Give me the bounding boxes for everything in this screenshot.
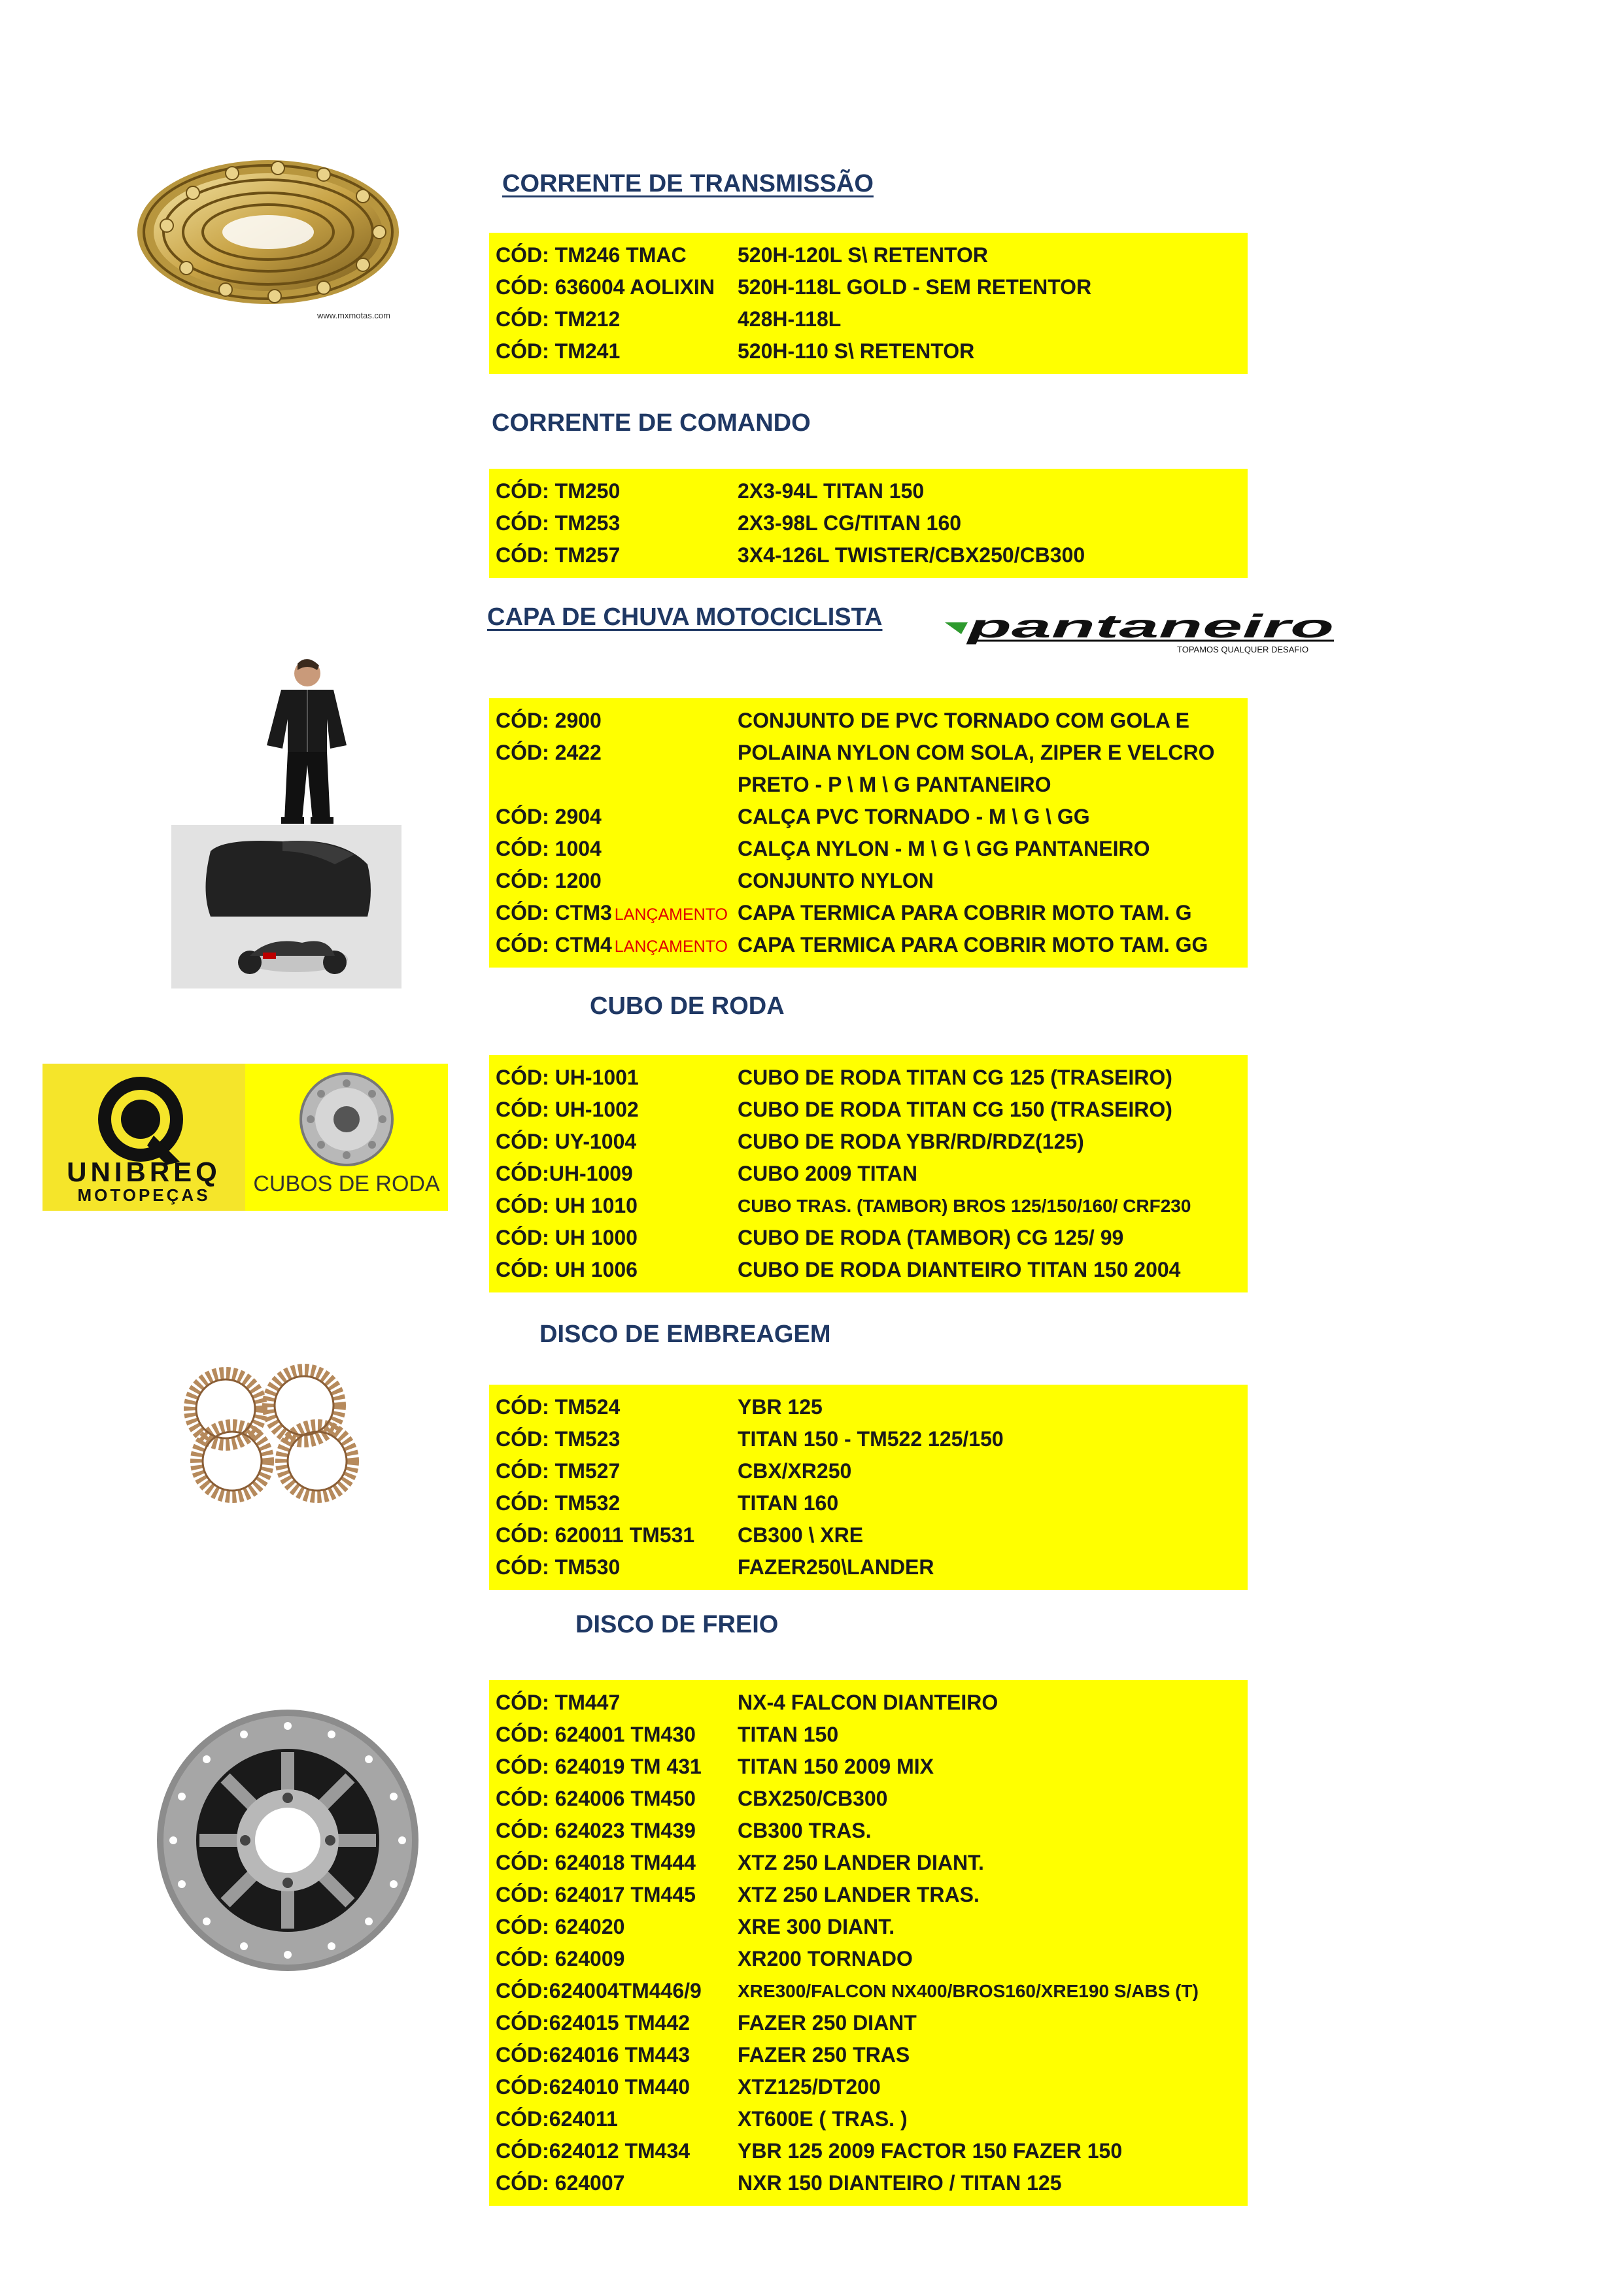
freio-table <box>489 1680 1248 2206</box>
part-code: CÓD: 2422 <box>496 741 602 764</box>
table-row <box>489 2167 1248 2199</box>
table-row <box>489 1455 1248 1487</box>
unibreq-name: UNIBREQ <box>67 1156 221 1187</box>
part-code: CÓD:624011 <box>496 2107 618 2131</box>
part-description: CUBO DE RODA (TAMBOR) CG 125/ 99 <box>738 1226 1124 1249</box>
part-code: CÓD:UH-1009 <box>496 1162 633 1185</box>
raincoat-image <box>242 654 373 827</box>
capa-table <box>489 698 1248 968</box>
table-row <box>489 1222 1248 1254</box>
part-code: CÓD: TM447 <box>496 1691 621 1714</box>
cubo-table <box>489 1055 1248 1292</box>
part-description: XR200 TORNADO <box>738 1947 913 1970</box>
part-code: CÓD: 2900 <box>496 709 602 732</box>
table-row <box>489 833 1248 865</box>
launch-badge: LANÇAMENTO <box>614 937 728 956</box>
part-description: CUBO DE RODA TITAN CG 150 (TRASEIRO) <box>738 1098 1172 1121</box>
table-row <box>489 1879 1248 1911</box>
part-description: 520H-118L GOLD - SEM RETENTOR <box>738 275 1092 299</box>
part-description: CONJUNTO NYLON <box>738 869 934 892</box>
table-row <box>489 1751 1248 1783</box>
part-description: CUBO DE RODA YBR/RD/RDZ(125) <box>738 1130 1084 1153</box>
table-row <box>489 1815 1248 1847</box>
part-code: CÓD:624016 TM443 <box>496 2043 691 2067</box>
part-code: CÓD: TM212 <box>496 307 621 331</box>
part-code: CÓD:624015 TM442 <box>496 2011 691 2034</box>
part-description: NXR 150 DIANTEIRO / TITAN 125 <box>738 2171 1062 2195</box>
table-row <box>489 1423 1248 1455</box>
table-row <box>489 239 1248 271</box>
brake-disc-image <box>154 1706 422 1974</box>
chain-image <box>128 147 415 330</box>
part-code: CÓD: UY-1004 <box>496 1130 637 1153</box>
part-description: CAPA TERMICA PARA COBRIR MOTO TAM. G <box>738 901 1192 924</box>
part-description: XRE300/FALCON NX400/BROS160/XRE190 S/ABS (T) <box>738 1981 1199 2001</box>
table-row <box>489 1975 1248 2007</box>
section-title-cubo: CUBO DE RODA <box>590 992 785 1020</box>
clutch-discs-image <box>154 1363 389 1507</box>
table-row <box>489 539 1248 571</box>
part-code: CÓD: TM257 <box>496 543 621 567</box>
part-description: FAZER 250 TRAS <box>738 2043 910 2067</box>
part-description: CUBO 2009 TITAN <box>738 1162 918 1185</box>
part-description: XRE 300 DIANT. <box>738 1915 895 1938</box>
part-description: XT600E ( TRAS. ) <box>738 2107 908 2131</box>
table-row <box>489 897 1248 929</box>
table-row <box>489 929 1248 961</box>
table-row <box>489 1911 1248 1943</box>
part-description: 520H-120L S\ RETENTOR <box>738 243 988 267</box>
comando-table <box>489 469 1248 578</box>
part-description: CBX/XR250 <box>738 1459 852 1483</box>
part-description: TITAN 160 <box>738 1491 839 1515</box>
table-row <box>489 1519 1248 1551</box>
table-row <box>489 2071 1248 2103</box>
part-code: CÓD: 624001 TM430 <box>496 1723 696 1746</box>
pantaneiro-logo-text: pantaneiro <box>964 608 1334 645</box>
part-description: CONJUNTO DE PVC TORNADO COM GOLA E <box>738 709 1190 732</box>
part-description: XTZ 250 LANDER DIANT. <box>738 1851 984 1874</box>
table-row <box>489 2039 1248 2071</box>
wheel-hub-caption: CUBOS DE RODA <box>253 1172 440 1196</box>
wheel-hub-image <box>245 1064 448 1211</box>
part-code: CÓD: UH-1002 <box>496 1098 639 1121</box>
table-row <box>489 2135 1248 2167</box>
table-row <box>489 769 1248 801</box>
unibreq-q-icon <box>105 1083 180 1165</box>
part-description: 520H-110 S\ RETENTOR <box>738 339 975 363</box>
part-description: TITAN 150 <box>738 1723 839 1746</box>
section-title-transmissao: CORRENTE DE TRANSMISSÃO <box>502 170 874 197</box>
part-description: CALÇA PVC TORNADO - M \ G \ GG <box>738 805 1090 828</box>
part-code: CÓD: 624006 TM450 <box>496 1787 696 1810</box>
part-code: CÓD: 624007 <box>496 2171 625 2195</box>
part-code: CÓD: UH 1006 <box>496 1258 638 1281</box>
part-description: CBX250/CB300 <box>738 1787 888 1810</box>
part-code-cell <box>496 929 728 963</box>
table-row <box>489 507 1248 539</box>
part-code: CÓD: 624009 <box>496 1947 625 1970</box>
section-title-capa: CAPA DE CHUVA MOTOCICLISTA <box>487 603 883 631</box>
part-description: CAPA TERMICA PARA COBRIR MOTO TAM. GG <box>738 933 1208 956</box>
part-description: 2X3-94L TITAN 150 <box>738 479 925 503</box>
unibreq-logo <box>43 1064 245 1211</box>
table-row <box>489 1391 1248 1423</box>
table-row <box>489 1126 1248 1158</box>
table-row <box>489 1687 1248 1719</box>
part-code: CÓD: 636004 AOLIXIN <box>496 275 715 299</box>
pantaneiro-tagline: TOPAMOS QUALQUER DESAFIO <box>1177 645 1309 654</box>
part-description: 2X3-98L CG/TITAN 160 <box>738 511 962 535</box>
part-description: CUBO TRAS. (TAMBOR) BROS 125/150/160/ CRF230 <box>738 1196 1191 1216</box>
table-row <box>489 1487 1248 1519</box>
part-description: POLAINA NYLON COM SOLA, ZIPER E VELCRO <box>738 741 1215 764</box>
table-row <box>489 801 1248 833</box>
part-description: CUBO DE RODA DIANTEIRO TITAN 150 2004 <box>738 1258 1181 1281</box>
part-code: CÓD: 1200 <box>496 869 602 892</box>
part-code: CÓD:624012 TM434 <box>496 2139 691 2163</box>
part-description: FAZER250\LANDER <box>738 1555 934 1579</box>
table-row <box>489 335 1248 367</box>
part-description: 3X4-126L TWISTER/CBX250/CB300 <box>738 543 1085 567</box>
table-row <box>489 1719 1248 1751</box>
section-title-embreagem: DISCO DE EMBREAGEM <box>539 1321 831 1348</box>
table-row <box>489 865 1248 897</box>
part-code: CÓD: CTM3 <box>496 901 612 924</box>
part-description: YBR 125 <box>738 1395 823 1419</box>
launch-badge: LANÇAMENTO <box>614 905 728 924</box>
part-code: CÓD:624010 TM440 <box>496 2075 691 2099</box>
table-row <box>489 1551 1248 1583</box>
part-code: CÓD: 624023 TM439 <box>496 1819 696 1842</box>
part-description: CALÇA NYLON - M \ G \ GG PANTANEIRO <box>738 837 1150 860</box>
part-code: CÓD: TM253 <box>496 511 621 535</box>
part-description: NX-4 FALCON DIANTEIRO <box>738 1691 998 1714</box>
part-code: CÓD: 1004 <box>496 837 602 860</box>
table-row <box>489 2103 1248 2135</box>
part-description: YBR 125 2009 FACTOR 150 FAZER 150 <box>738 2139 1123 2163</box>
part-code: CÓD: UH-1001 <box>496 1066 639 1089</box>
part-code: CÓD: UH 1010 <box>496 1194 638 1217</box>
table-row <box>489 705 1248 737</box>
part-description: TITAN 150 2009 MIX <box>738 1755 934 1778</box>
part-code: CÓD: UH 1000 <box>496 1226 638 1249</box>
pantaneiro-logo <box>942 608 1373 660</box>
part-description: CB300 \ XRE <box>738 1523 864 1547</box>
table-row <box>489 1158 1248 1190</box>
part-code: CÓD: TM524 <box>496 1395 621 1419</box>
part-code-cell <box>496 897 728 931</box>
table-row <box>489 1254 1248 1286</box>
part-description: XTZ 250 LANDER TRAS. <box>738 1883 980 1906</box>
part-code: CÓD: TM527 <box>496 1459 621 1483</box>
table-row <box>489 737 1248 769</box>
moto-cover-image <box>171 825 401 988</box>
part-description: CB300 TRAS. <box>738 1819 872 1842</box>
part-description: XTZ125/DT200 <box>738 2075 881 2099</box>
table-row <box>489 1062 1248 1094</box>
part-code: CÓD: 624018 TM444 <box>496 1851 696 1874</box>
part-description: CUBO DE RODA TITAN CG 125 (TRASEIRO) <box>738 1066 1172 1089</box>
watermark-text: www.mxmotas.com <box>317 311 390 320</box>
table-row <box>489 1094 1248 1126</box>
table-row <box>489 303 1248 335</box>
part-description: TITAN 150 - TM522 125/150 <box>738 1427 1004 1451</box>
table-row <box>489 2007 1248 2039</box>
part-code: CÓD: TM532 <box>496 1491 621 1515</box>
part-code: CÓD: TM246 TMAC <box>496 243 687 267</box>
table-row <box>489 271 1248 303</box>
table-row <box>489 475 1248 507</box>
section-title-freio: DISCO DE FREIO <box>575 1611 779 1638</box>
part-description: 428H-118L <box>738 307 842 331</box>
section-title-comando: CORRENTE DE COMANDO <box>492 409 811 437</box>
part-code: CÓD: 624019 TM 431 <box>496 1755 702 1778</box>
table-row <box>489 1190 1248 1222</box>
part-code: CÓD: TM523 <box>496 1427 621 1451</box>
transmissao-table <box>489 233 1248 374</box>
part-code: CÓD: 620011 TM531 <box>496 1523 695 1547</box>
part-description: PRETO - P \ M \ G PANTANEIRO <box>738 773 1051 796</box>
part-code: CÓD: TM241 <box>496 339 621 363</box>
table-row <box>489 1847 1248 1879</box>
part-code: CÓD: 624020 <box>496 1915 625 1938</box>
part-code: CÓD: TM530 <box>496 1555 621 1579</box>
part-code: CÓD: CTM4 <box>496 933 612 956</box>
unibreq-sub: MOTOPEÇAS <box>77 1185 211 1205</box>
part-code: CÓD: 624017 TM445 <box>496 1883 696 1906</box>
embreagem-table <box>489 1385 1248 1590</box>
part-code: CÓD: 2904 <box>496 805 602 828</box>
table-row <box>489 1943 1248 1975</box>
part-description: FAZER 250 DIANT <box>738 2011 917 2034</box>
table-row <box>489 1783 1248 1815</box>
part-code: CÓD:624004TM446/9 <box>496 1979 702 2002</box>
part-code: CÓD: TM250 <box>496 479 621 503</box>
